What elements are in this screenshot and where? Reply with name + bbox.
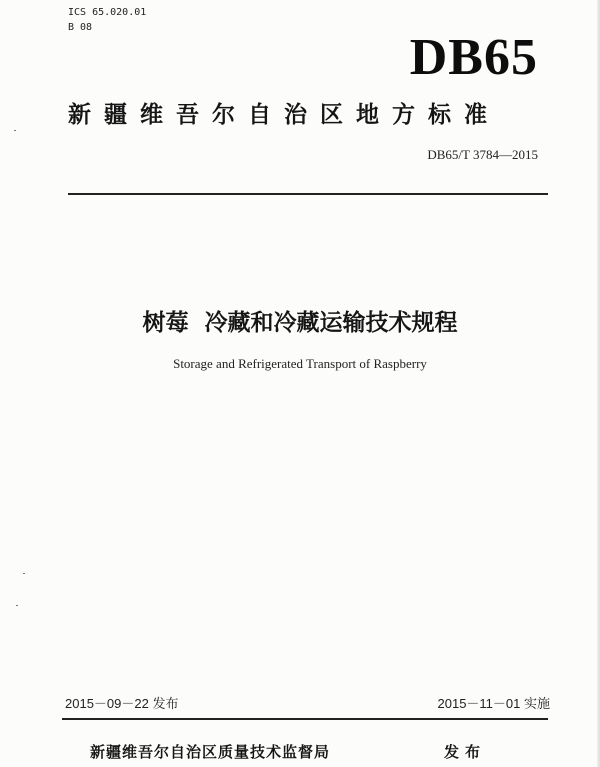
effective-date: 2015－11－01 实施 [437, 696, 550, 711]
issuing-body: 新疆维吾尔自治区质量技术监督局 [90, 743, 331, 761]
ics-code: ICS 65.020.01 [68, 7, 147, 18]
issuer-title: 新疆维吾尔自治区地方标准 [68, 102, 500, 128]
release-label: 发布 [444, 743, 487, 761]
document-title-chinese: 树莓 冷藏和冷藏运输技术规程 [142, 310, 458, 336]
document-title-english: Storage and Refrigerated Transport of Raspberry [173, 356, 427, 371]
scan-speck [23, 573, 25, 574]
scan-speck [14, 130, 16, 131]
publish-date: 2015－09－22 发布 [65, 696, 179, 711]
scan-speck [16, 605, 18, 606]
header-divider [68, 193, 548, 195]
db65-logo: DB65 [409, 29, 538, 86]
footer-divider [62, 718, 548, 720]
standard-number: DB65/T 3784—2015 [427, 147, 538, 162]
classification-code: B 08 [68, 22, 93, 33]
